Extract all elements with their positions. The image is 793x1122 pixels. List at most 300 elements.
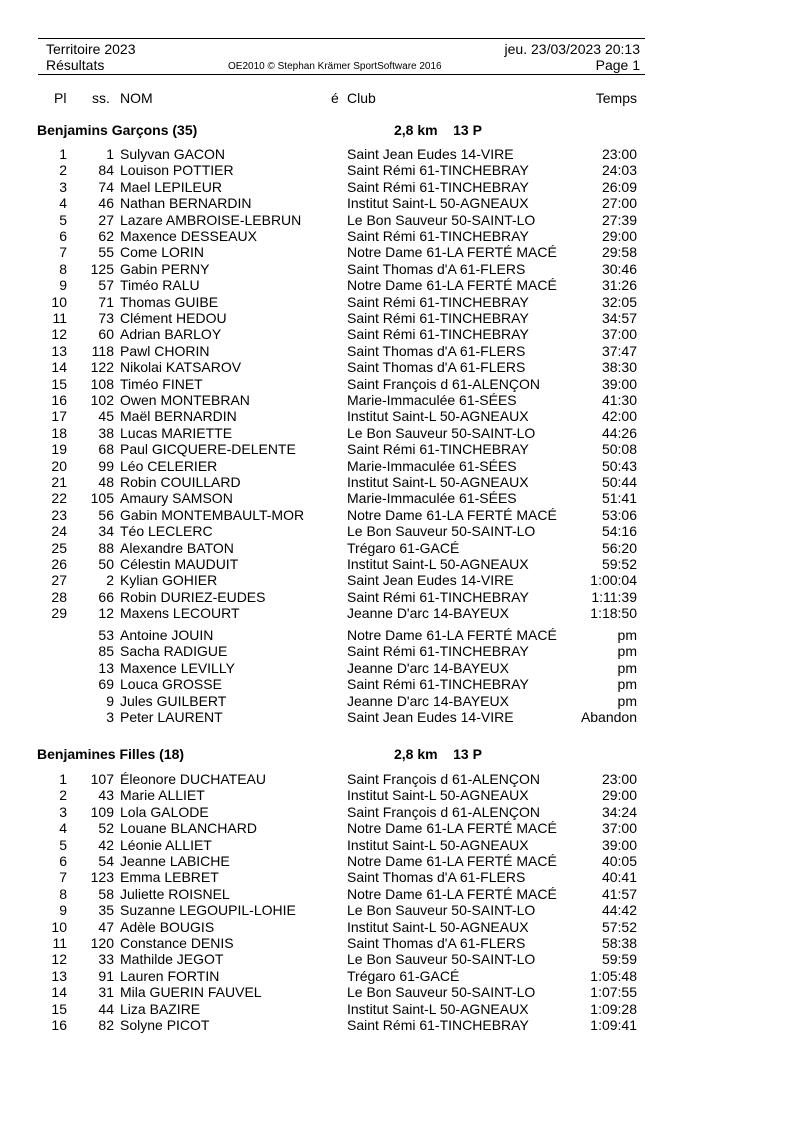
time-cell: 44:42 bbox=[601, 902, 637, 919]
software-credit: OE2010 © Stephan Krämer SportSoftware 2016 bbox=[228, 61, 442, 72]
club-cell: Marie-Immaculée 61-SÉES bbox=[347, 457, 517, 474]
result-row bbox=[0, 693, 793, 709]
club-cell: Saint Thomas d'A 61-FLERS bbox=[347, 260, 526, 277]
bib-number-cell: 57 bbox=[98, 277, 114, 294]
page-number: Page 1 bbox=[595, 57, 640, 73]
place-cell: 18 bbox=[51, 424, 67, 441]
result-row bbox=[0, 441, 793, 457]
col-header-pl: Pl bbox=[54, 90, 67, 106]
club-cell: Saint Rémi 61-TINCHEBRAY bbox=[347, 228, 529, 244]
time-cell: 44:26 bbox=[601, 424, 637, 441]
runner-name-cell: Lazare AMBROISE-LEBRUN bbox=[120, 211, 302, 228]
club-cell: Saint Rémi 61-TINCHEBRAY bbox=[347, 293, 529, 310]
place-cell: 9 bbox=[59, 902, 67, 919]
time-cell: 50:44 bbox=[601, 474, 637, 490]
club-cell: Jeanne D'arc 14-BAYEUX bbox=[347, 605, 509, 622]
time-cell: 40:05 bbox=[601, 853, 637, 869]
place-cell: 2 bbox=[59, 787, 67, 804]
result-row bbox=[0, 540, 793, 556]
place-cell: 4 bbox=[59, 820, 67, 837]
place-cell: 23 bbox=[51, 506, 67, 523]
club-cell: Institut Saint-L 50-AGNEAUX bbox=[347, 787, 529, 804]
place-cell: 3 bbox=[59, 178, 67, 195]
col-header-ss: ss. bbox=[92, 90, 110, 106]
runner-name-cell: Maël BERNARDIN bbox=[120, 408, 237, 425]
runner-name-cell: Liza BAZIRE bbox=[120, 1000, 201, 1017]
bib-number-cell: 69 bbox=[98, 676, 114, 693]
place-cell: 21 bbox=[51, 474, 67, 490]
result-row bbox=[0, 474, 793, 490]
place-cell: 13 bbox=[51, 342, 67, 359]
bib-number-cell: 1 bbox=[106, 146, 114, 162]
club-cell: Saint François d 61-ALENÇON bbox=[347, 375, 540, 392]
col-header-temps: Temps bbox=[595, 90, 637, 106]
place-cell: 25 bbox=[51, 539, 67, 556]
time-cell: 30:46 bbox=[601, 260, 637, 277]
bib-number-cell: 31 bbox=[98, 984, 114, 1001]
time-cell: 59:52 bbox=[601, 556, 637, 572]
event-title: Territoire 2023 bbox=[46, 41, 136, 57]
runner-name-cell: Sulyvan GACON bbox=[120, 146, 226, 162]
bib-number-cell: 13 bbox=[98, 659, 114, 676]
time-cell: 42:00 bbox=[601, 408, 637, 425]
time-cell: pm bbox=[617, 659, 637, 676]
runner-name-cell: Lola GALODE bbox=[120, 803, 209, 820]
place-cell: 5 bbox=[59, 211, 67, 228]
club-cell: Notre Dame 61-LA FERTÉ MACÉ bbox=[347, 244, 557, 261]
category-title: Benjamines Filles (18) bbox=[37, 746, 185, 762]
result-row bbox=[0, 902, 793, 918]
club-cell: Jeanne D'arc 14-BAYEUX bbox=[347, 659, 509, 676]
time-cell: 39:00 bbox=[601, 836, 637, 853]
result-row bbox=[0, 458, 793, 474]
result-row bbox=[0, 523, 793, 539]
result-row bbox=[0, 984, 793, 1000]
runner-name-cell: Timéo FINET bbox=[120, 375, 203, 392]
bib-number-cell: 107 bbox=[90, 771, 114, 787]
print-datetime: jeu. 23/03/2023 20:13 bbox=[504, 41, 640, 57]
runner-name-cell: Louison POTTIER bbox=[120, 162, 234, 179]
runner-name-cell: Téo LECLERC bbox=[120, 523, 213, 540]
time-cell: 58:38 bbox=[601, 935, 637, 951]
bib-number-cell: 54 bbox=[98, 853, 114, 869]
bib-number-cell: 60 bbox=[98, 326, 114, 343]
club-cell: Saint Rémi 61-TINCHEBRAY bbox=[347, 162, 529, 179]
bib-number-cell: 44 bbox=[98, 1000, 114, 1017]
club-cell: Saint Jean Eudes 14-VIRE bbox=[347, 572, 514, 589]
time-cell: 37:47 bbox=[601, 342, 637, 359]
place-cell: 22 bbox=[51, 490, 67, 507]
time-cell: 1:09:41 bbox=[590, 1017, 637, 1033]
club-cell: Saint François d 61-ALENÇON bbox=[347, 803, 540, 820]
bib-number-cell: 102 bbox=[90, 392, 114, 408]
result-row bbox=[0, 425, 793, 441]
result-row bbox=[0, 294, 793, 310]
result-row bbox=[0, 277, 793, 293]
runner-name-cell: Louane BLANCHARD bbox=[120, 820, 257, 837]
runner-name-cell: Robin COUILLARD bbox=[120, 474, 241, 490]
club-cell: Notre Dame 61-LA FERTÉ MACÉ bbox=[347, 853, 557, 869]
result-row bbox=[0, 804, 793, 820]
runner-name-cell: Lucas MARIETTE bbox=[120, 424, 233, 441]
bib-number-cell: 47 bbox=[98, 918, 114, 935]
runner-name-cell: Jules GUILBERT bbox=[120, 692, 227, 709]
time-cell: 27:00 bbox=[601, 195, 637, 212]
runner-name-cell: Maxence LEVILLY bbox=[120, 659, 235, 676]
time-cell: 1:00:04 bbox=[590, 572, 637, 589]
bib-number-cell: 3 bbox=[106, 709, 114, 725]
club-cell: Saint Rémi 61-TINCHEBRAY bbox=[347, 643, 529, 660]
place-cell: 13 bbox=[51, 967, 67, 984]
result-row bbox=[0, 408, 793, 424]
place-cell: 3 bbox=[59, 803, 67, 820]
place-cell: 27 bbox=[51, 572, 67, 589]
runner-name-cell: Alexandre BATON bbox=[120, 539, 234, 556]
result-row bbox=[0, 310, 793, 326]
time-cell: pm bbox=[617, 692, 637, 709]
bib-number-cell: 46 bbox=[98, 195, 114, 212]
result-row bbox=[0, 228, 793, 244]
bib-number-cell: 99 bbox=[98, 457, 114, 474]
bib-number-cell: 109 bbox=[90, 803, 114, 820]
col-header-e: é bbox=[331, 90, 339, 106]
club-cell: Institut Saint-L 50-AGNEAUX bbox=[347, 195, 529, 212]
place-cell: 4 bbox=[59, 195, 67, 212]
club-cell: Le Bon Sauveur 50-SAINT-LO bbox=[347, 424, 536, 441]
result-row bbox=[0, 951, 793, 967]
place-cell: 9 bbox=[59, 277, 67, 294]
bib-number-cell: 105 bbox=[90, 490, 114, 507]
result-row bbox=[0, 837, 793, 853]
club-cell: Saint Jean Eudes 14-VIRE bbox=[347, 709, 514, 725]
result-row bbox=[0, 660, 793, 676]
result-row bbox=[0, 886, 793, 902]
result-row bbox=[0, 490, 793, 506]
time-cell: 37:00 bbox=[601, 326, 637, 343]
time-cell: 34:24 bbox=[601, 803, 637, 820]
runner-name-cell: Come LORIN bbox=[120, 244, 205, 261]
time-cell: pm bbox=[617, 676, 637, 693]
time-cell: 29:00 bbox=[601, 787, 637, 804]
club-cell: Trégaro 61-GACÉ bbox=[347, 539, 460, 556]
time-cell: 31:26 bbox=[601, 277, 637, 294]
bib-number-cell: 33 bbox=[98, 951, 114, 968]
result-row bbox=[0, 195, 793, 211]
time-cell: 1:18:50 bbox=[590, 605, 637, 622]
bib-number-cell: 122 bbox=[90, 359, 114, 376]
runner-name-cell: Sacha RADIGUE bbox=[120, 643, 228, 660]
time-cell: 59:59 bbox=[601, 951, 637, 968]
runner-name-cell: Juliette ROISNEL bbox=[120, 885, 230, 902]
place-cell: 8 bbox=[59, 885, 67, 902]
runner-name-cell: Jeanne LABICHE bbox=[120, 853, 230, 869]
time-cell: 29:00 bbox=[601, 228, 637, 244]
club-cell: Institut Saint-L 50-AGNEAUX bbox=[347, 556, 529, 572]
club-cell: Saint Rémi 61-TINCHEBRAY bbox=[347, 588, 529, 605]
bib-number-cell: 48 bbox=[98, 474, 114, 490]
bib-number-cell: 88 bbox=[98, 539, 114, 556]
result-row bbox=[0, 212, 793, 228]
bib-number-cell: 68 bbox=[98, 441, 114, 458]
runner-name-cell: Léonie ALLIET bbox=[120, 836, 212, 853]
place-cell: 8 bbox=[59, 260, 67, 277]
time-cell: 50:43 bbox=[601, 457, 637, 474]
result-row bbox=[0, 676, 793, 692]
runner-name-cell: Maxens LECOURT bbox=[120, 605, 240, 622]
category-course-info: 2,8 km 13 P bbox=[394, 122, 482, 138]
col-header-club: Club bbox=[347, 90, 376, 106]
time-cell: 1:09:28 bbox=[590, 1000, 637, 1017]
time-cell: 53:06 bbox=[601, 506, 637, 523]
bib-number-cell: 42 bbox=[98, 836, 114, 853]
header-top-rule bbox=[38, 38, 645, 39]
bib-number-cell: 118 bbox=[91, 342, 114, 359]
club-cell: Saint Rémi 61-TINCHEBRAY bbox=[347, 1017, 529, 1033]
time-cell: 27:39 bbox=[601, 211, 637, 228]
bib-number-cell: 43 bbox=[98, 787, 114, 804]
time-cell: 1:07:55 bbox=[590, 984, 637, 1001]
result-row bbox=[0, 556, 793, 572]
bib-number-cell: 91 bbox=[98, 967, 114, 984]
club-cell: Institut Saint-L 50-AGNEAUX bbox=[347, 474, 529, 490]
runner-name-cell: Antoine JOUIN bbox=[120, 627, 214, 643]
place-cell: 1 bbox=[59, 771, 67, 787]
result-row bbox=[0, 853, 793, 869]
result-row bbox=[0, 627, 793, 643]
place-cell: 15 bbox=[51, 375, 67, 392]
runner-name-cell: Thomas GUIBE bbox=[120, 293, 219, 310]
runner-name-cell: Amaury SAMSON bbox=[120, 490, 233, 507]
result-row bbox=[0, 162, 793, 178]
time-cell: 29:58 bbox=[601, 244, 637, 261]
result-row bbox=[0, 935, 793, 951]
bib-number-cell: 12 bbox=[98, 605, 114, 622]
runner-name-cell: Nathan BERNARDIN bbox=[120, 195, 252, 212]
club-cell: Le Bon Sauveur 50-SAINT-LO bbox=[347, 523, 536, 540]
bib-number-cell: 125 bbox=[90, 260, 114, 277]
time-cell: 24:03 bbox=[601, 162, 637, 179]
club-cell: Institut Saint-L 50-AGNEAUX bbox=[347, 836, 529, 853]
time-cell: Abandon bbox=[580, 709, 637, 725]
club-cell: Saint Rémi 61-TINCHEBRAY bbox=[347, 178, 529, 195]
place-cell: 14 bbox=[51, 359, 67, 376]
time-cell: 39:00 bbox=[601, 375, 637, 392]
time-cell: 40:41 bbox=[601, 869, 637, 886]
category-course-info: 2,8 km 13 P bbox=[394, 746, 482, 762]
place-cell: 28 bbox=[51, 588, 67, 605]
runner-name-cell: Adèle BOUGIS bbox=[120, 918, 215, 935]
runner-name-cell: Constance DENIS bbox=[120, 935, 234, 951]
result-row bbox=[0, 589, 793, 605]
result-row bbox=[0, 1001, 793, 1017]
runner-name-cell: Marie ALLIET bbox=[120, 787, 205, 804]
result-row bbox=[0, 326, 793, 342]
place-cell: 16 bbox=[51, 392, 67, 408]
club-cell: Institut Saint-L 50-AGNEAUX bbox=[347, 1000, 529, 1017]
place-cell: 7 bbox=[59, 244, 67, 261]
runner-name-cell: Gabin PERNY bbox=[120, 260, 210, 277]
club-cell: Saint Thomas d'A 61-FLERS bbox=[347, 869, 526, 886]
club-cell: Marie-Immaculée 61-SÉES bbox=[347, 490, 517, 507]
club-cell: Jeanne D'arc 14-BAYEUX bbox=[347, 692, 509, 709]
bib-number-cell: 84 bbox=[98, 162, 114, 179]
bib-number-cell: 35 bbox=[98, 902, 114, 919]
club-cell: Institut Saint-L 50-AGNEAUX bbox=[347, 408, 529, 425]
result-row bbox=[0, 376, 793, 392]
club-cell: Saint Jean Eudes 14-VIRE bbox=[347, 146, 514, 162]
time-cell: 38:30 bbox=[601, 359, 637, 376]
club-cell: Notre Dame 61-LA FERTÉ MACÉ bbox=[347, 627, 557, 643]
runner-name-cell: Louca GROSSE bbox=[120, 676, 222, 693]
runner-name-cell: Robin DURIEZ-EUDES bbox=[120, 588, 266, 605]
place-cell: 5 bbox=[59, 836, 67, 853]
place-cell: 6 bbox=[59, 228, 67, 244]
bib-number-cell: 50 bbox=[98, 556, 114, 572]
place-cell: 6 bbox=[59, 853, 67, 869]
place-cell: 10 bbox=[51, 293, 67, 310]
bib-number-cell: 73 bbox=[98, 310, 114, 326]
time-cell: 51:41 bbox=[601, 490, 637, 507]
result-row bbox=[0, 968, 793, 984]
club-cell: Saint Rémi 61-TINCHEBRAY bbox=[347, 326, 529, 343]
result-row bbox=[0, 343, 793, 359]
bib-number-cell: 27 bbox=[98, 211, 114, 228]
time-cell: 54:16 bbox=[601, 523, 637, 540]
time-cell: 37:00 bbox=[601, 820, 637, 837]
result-row bbox=[0, 244, 793, 260]
runner-name-cell: Suzanne LEGOUPIL-LOHIE bbox=[120, 902, 296, 919]
time-cell: 1:11:39 bbox=[591, 588, 637, 605]
result-row bbox=[0, 709, 793, 725]
runner-name-cell: Owen MONTEBRAN bbox=[120, 392, 250, 408]
runner-name-cell: Paul GICQUERE-DELENTE bbox=[120, 441, 296, 458]
time-cell: 26:09 bbox=[601, 178, 637, 195]
place-cell: 14 bbox=[51, 984, 67, 1001]
bib-number-cell: 108 bbox=[90, 375, 114, 392]
place-cell: 19 bbox=[51, 441, 67, 458]
place-cell: 11 bbox=[52, 935, 67, 951]
runner-name-cell: Pawl CHORIN bbox=[120, 342, 210, 359]
time-cell: 23:00 bbox=[601, 146, 637, 162]
place-cell: 2 bbox=[59, 162, 67, 179]
runner-name-cell: Gabin MONTEMBAULT-MOR bbox=[120, 506, 305, 523]
time-cell: 32:05 bbox=[601, 293, 637, 310]
club-cell: Saint Rémi 61-TINCHEBRAY bbox=[347, 676, 529, 693]
result-row bbox=[0, 261, 793, 277]
result-row bbox=[0, 179, 793, 195]
bib-number-cell: 74 bbox=[98, 178, 114, 195]
club-cell: Saint Thomas d'A 61-FLERS bbox=[347, 935, 526, 951]
time-cell: 23:00 bbox=[601, 771, 637, 787]
col-header-nom: NOM bbox=[120, 90, 153, 106]
time-cell: 41:57 bbox=[601, 885, 637, 902]
result-row bbox=[0, 643, 793, 659]
bib-number-cell: 52 bbox=[98, 820, 114, 837]
result-row bbox=[0, 820, 793, 836]
club-cell: Saint Thomas d'A 61-FLERS bbox=[347, 359, 526, 376]
runner-name-cell: Timéo RALU bbox=[120, 277, 200, 294]
bib-number-cell: 9 bbox=[106, 692, 114, 709]
club-cell: Trégaro 61-GACÉ bbox=[347, 967, 460, 984]
result-row bbox=[0, 359, 793, 375]
time-cell: 1:05:48 bbox=[590, 967, 637, 984]
club-cell: Le Bon Sauveur 50-SAINT-LO bbox=[347, 902, 536, 919]
time-cell: pm bbox=[617, 627, 637, 643]
category-title: Benjamins Garçons (35) bbox=[37, 122, 198, 138]
club-cell: Notre Dame 61-LA FERTÉ MACÉ bbox=[347, 277, 557, 294]
place-cell: 24 bbox=[51, 523, 67, 540]
place-cell: 29 bbox=[51, 605, 67, 622]
place-cell: 16 bbox=[51, 1017, 67, 1033]
place-cell: 7 bbox=[59, 869, 67, 886]
club-cell: Le Bon Sauveur 50-SAINT-LO bbox=[347, 984, 536, 1001]
club-cell: Saint François d 61-ALENÇON bbox=[347, 771, 540, 787]
bib-number-cell: 123 bbox=[90, 869, 114, 886]
result-row bbox=[0, 787, 793, 803]
place-cell: 26 bbox=[51, 556, 67, 572]
result-row bbox=[0, 771, 793, 787]
place-cell: 12 bbox=[51, 951, 67, 968]
bib-number-cell: 62 bbox=[98, 228, 114, 244]
bib-number-cell: 85 bbox=[98, 643, 114, 660]
bib-number-cell: 56 bbox=[98, 506, 114, 523]
bib-number-cell: 71 bbox=[98, 293, 114, 310]
club-cell: Le Bon Sauveur 50-SAINT-LO bbox=[347, 951, 536, 968]
place-cell: 10 bbox=[51, 918, 67, 935]
place-cell: 11 bbox=[52, 310, 67, 326]
runner-name-cell: Mathilde JEGOT bbox=[120, 951, 224, 968]
result-row bbox=[0, 507, 793, 523]
club-cell: Saint Rémi 61-TINCHEBRAY bbox=[347, 310, 529, 326]
bib-number-cell: 45 bbox=[98, 408, 114, 425]
time-cell: pm bbox=[617, 643, 637, 660]
runner-name-cell: Clément HEDOU bbox=[120, 310, 227, 326]
runner-name-cell: Léo CELERIER bbox=[120, 457, 218, 474]
runner-name-cell: Lauren FORTIN bbox=[120, 967, 220, 984]
bib-number-cell: 38 bbox=[98, 424, 114, 441]
runner-name-cell: Kylian GOHIER bbox=[120, 572, 218, 589]
bib-number-cell: 82 bbox=[98, 1017, 114, 1033]
club-cell: Marie-Immaculée 61-SÉES bbox=[347, 392, 517, 408]
runner-name-cell: Adrian BARLOY bbox=[120, 326, 222, 343]
runner-name-cell: Solyne PICOT bbox=[120, 1017, 210, 1033]
club-cell: Notre Dame 61-LA FERTÉ MACÉ bbox=[347, 820, 557, 837]
time-cell: 50:08 bbox=[601, 441, 637, 458]
result-row bbox=[0, 572, 793, 588]
place-cell: 15 bbox=[51, 1000, 67, 1017]
result-row bbox=[0, 146, 793, 162]
time-cell: 41:30 bbox=[601, 392, 637, 408]
bib-number-cell: 66 bbox=[98, 588, 114, 605]
result-row bbox=[0, 869, 793, 885]
place-cell: 12 bbox=[51, 326, 67, 343]
club-cell: Le Bon Sauveur 50-SAINT-LO bbox=[347, 211, 536, 228]
time-cell: 56:20 bbox=[601, 539, 637, 556]
bib-number-cell: 55 bbox=[98, 244, 114, 261]
time-cell: 34:57 bbox=[601, 310, 637, 326]
place-cell: 17 bbox=[51, 408, 67, 425]
result-row bbox=[0, 605, 793, 621]
runner-name-cell: Nikolai KATSAROV bbox=[120, 359, 242, 376]
runner-name-cell: Mila GUERIN FAUVEL bbox=[120, 984, 262, 1001]
runner-name-cell: Célestin MAUDUIT bbox=[120, 556, 239, 572]
club-cell: Saint Thomas d'A 61-FLERS bbox=[347, 342, 526, 359]
club-cell: Institut Saint-L 50-AGNEAUX bbox=[347, 918, 529, 935]
result-row bbox=[0, 1017, 793, 1033]
runner-name-cell: Emma LEBRET bbox=[120, 869, 219, 886]
bib-number-cell: 34 bbox=[98, 523, 114, 540]
bib-number-cell: 120 bbox=[90, 935, 114, 951]
